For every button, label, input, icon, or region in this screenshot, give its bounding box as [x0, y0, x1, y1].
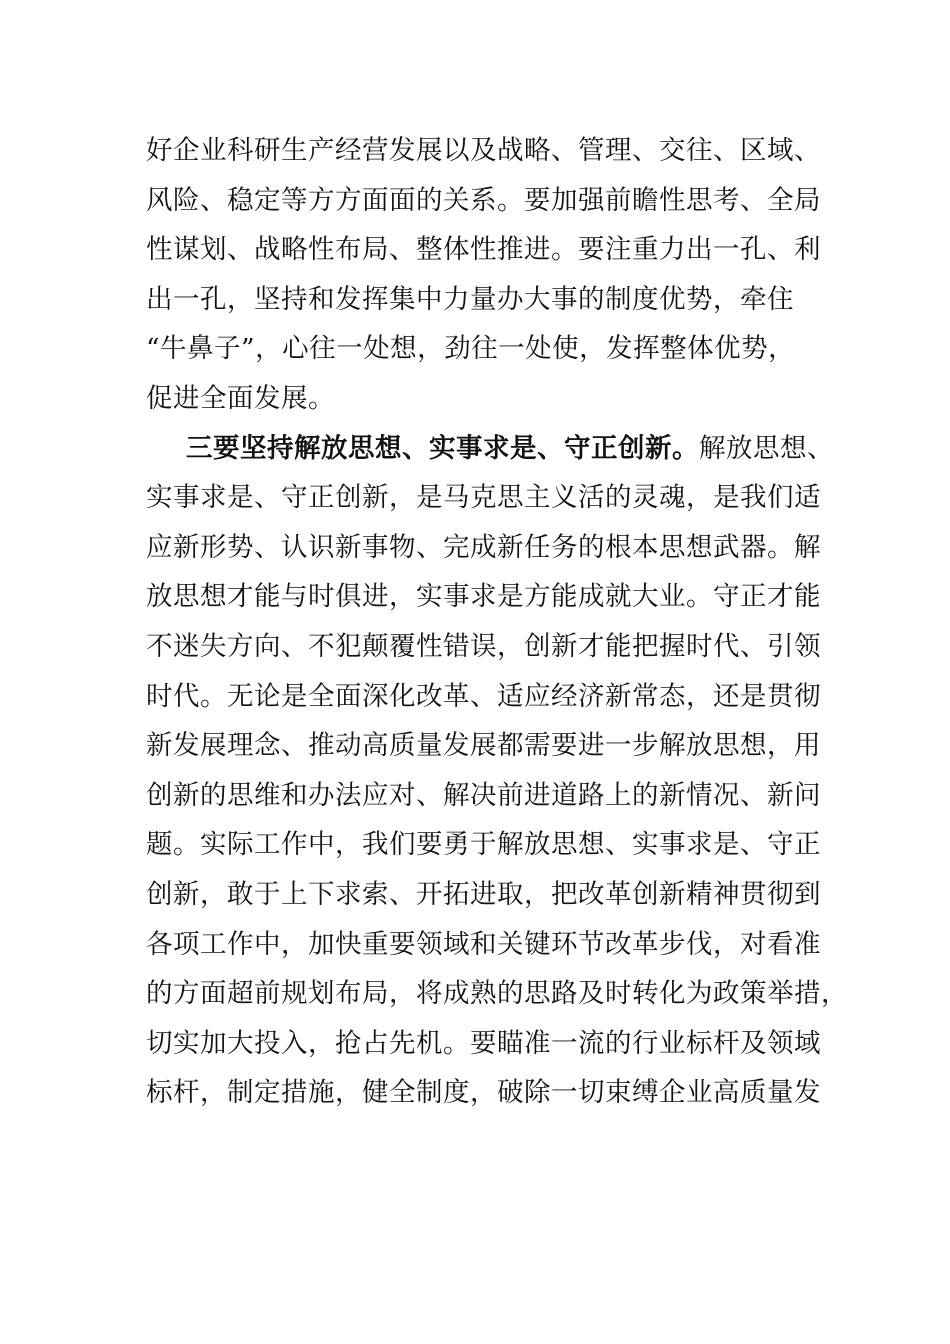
paragraph-1: [146, 126, 821, 424]
paragraph-heading: 三要坚持解放思想、实事求是、守正创新。: [186, 432, 699, 464]
text-line: 题。实际工作中，我们要勇于解放思想、实事求是、守正: [146, 829, 821, 861]
text-line: 切实加大投入，抢占先机。要瞄准一流的行业标杆及领域: [146, 1027, 821, 1059]
text-line: 标杆，制定措施，健全制度，破除一切束缚企业高质量发: [146, 1077, 821, 1109]
text-line: 各项工作中，加快重要领域和关键环节改革步伐，对看准: [146, 928, 821, 960]
text-line: 风险、稳定等方方面面的关系。要加强前瞻性思考、全局: [146, 184, 821, 216]
text-line: 的方面超前规划布局，将成熟的思路及时转化为政策举措，: [146, 978, 848, 1010]
text-line: 好企业科研生产经营发展以及战略、管理、交往、区域、: [146, 135, 821, 166]
body-text: [146, 126, 848, 1118]
text-run: 解放思想、: [699, 432, 834, 464]
text-line: 不迷失方向、不犯颠覆性错误，创新才能把握时代、引领: [146, 630, 821, 662]
text-line: 新发展理念、推动高质量发展都需要进一步解放思想，用: [146, 730, 821, 762]
paragraph-2-first-line: [146, 424, 834, 474]
text-line: 放思想才能与时俱进，实事求是方能成就大业。守正才能: [146, 581, 821, 613]
text-line: 出一孔，坚持和发挥集中力量办大事的制度优势，牵住: [146, 283, 794, 315]
text-line: 创新的思维和办法应对、解决前进道路上的新情况、新问: [146, 779, 821, 811]
text-line: 促进全面发展。: [146, 382, 335, 414]
text-line: “牛鼻子”，心往一处想，劲往一处使，发挥整体优势，: [146, 333, 796, 365]
text-line: 实事求是、守正创新，是马克思主义活的灵魂，是我们适: [146, 482, 821, 514]
paragraph-2: [146, 424, 848, 1118]
text-line: 创新，敢于上下求索、开拓进取，把改革创新精神贯彻到: [146, 878, 821, 910]
text-line: 性谋划、战略性布局、整体性推进。要注重力出一孔、利: [146, 234, 821, 266]
text-line: 应新形势、认识新事物、完成新任务的根本思想武器。解: [146, 531, 821, 563]
text-line: 时代。无论是全面深化改革、适应经济新常态，还是贯彻: [146, 680, 821, 712]
